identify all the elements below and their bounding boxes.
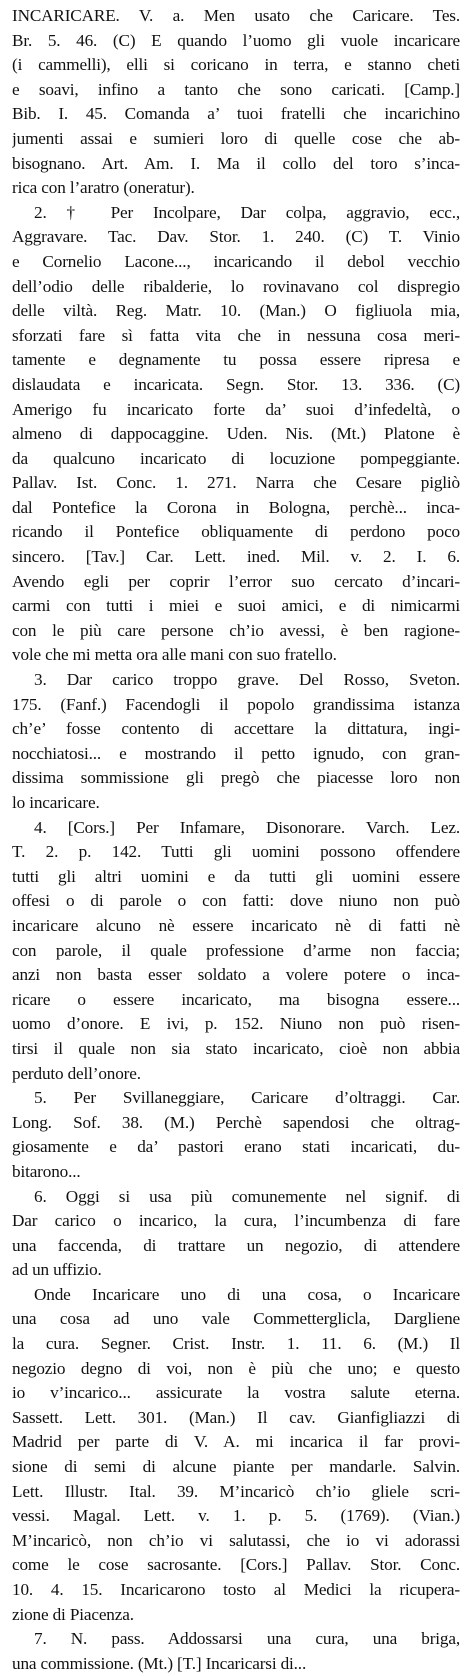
entry-line: bisognano. Art. Am. I. Ma il collo del toro s’inca- [12,153,460,173]
entry-line: perduto dell’onore. [12,1063,141,1083]
entry-line: ad un uffizio. [12,1260,102,1280]
entry-line: come le cose sacrosante. [Cors.] Pallav. Stor. Conc. [12,1555,460,1575]
entry-line: M’incaricò, non ch’io vi salutassi, che io vi adorassi [12,1530,460,1550]
entry-line: nocchiatosi... e mostrando il petto ignudo, con gran- [12,743,460,763]
entry-line: con parole, il quale professione d’arme non faccia; [12,940,460,960]
entry-line: sforzati fare sì fatta vita che in nessuna cosa meri- [12,325,460,345]
entry-line: offesi o di parole o con fatti: dove niuno non può [12,891,460,911]
entry-line: ricare o essere incaricato, ma bisogna essere... [12,989,460,1009]
entry-line: giosamente e da’ pastori erano stati incaricati, du- [12,1137,460,1157]
entry-line: 175. (Fanf.) Facendogli il popolo grandissima istanza [12,694,460,714]
entry-line: la cura. Segner. Crist. Instr. 1. 11. 6. (M.) Il [12,1334,460,1354]
entry-line: vessi. Magal. Lett. v. 1. p. 5. (1769). (Vian.) [12,1506,460,1526]
entry-line: uomo d’onore. E ivi, p. 152. Niuno non può risen- [12,1014,460,1034]
entry-line: jumenti assai e sumieri loro di quelle cose che ab- [12,128,460,148]
entry-line: vole che mi metta ora alle mani con suo fratello. [12,645,337,665]
entry-line: carmi con tutti i miei e suoi amici, e di nimicarmi [12,596,460,616]
entry-line: ch’e’ fosse contento di accettare la dittatura, ingi- [12,719,460,739]
entry-line: Pallav. Ist. Conc. 1. 271. Narra che Cesare pigliò [12,473,460,493]
entry-line: 4. [Cors.] Per Infamare, Disonorare. Varch. Lez. [34,817,460,837]
entry-line: incaricare alcuno nè essere incaricato nè di fatti nè [12,915,460,935]
entry-line: dal Pontefice la Corona in Bologna, perchè... inca- [12,497,460,517]
entry-line: dissima sommissione gli pregò che piacesse loro non [12,768,460,788]
entry-line: dislaudata e incaricata. Segn. Stor. 13. 336. (C) [12,374,460,394]
entry-line: T. 2. p. 142. Tutti gli uomini possono offendere [12,842,460,862]
entry-line: Aggravare. Tac. Dav. Stor. 1. 240. (C) T. Vinio [12,227,460,247]
entry-line: tamente e degnamente tu possa essere ripresa e [12,350,460,370]
entry-line: Lett. Illustr. Ital. 39. M’incaricò ch’io gliele scri- [12,1481,460,1501]
entry-line: una faccenda, di trattare un negozio, di attendere [12,1235,460,1255]
entry-line: Sassett. Lett. 301. (Man.) Il cav. Gianfigliazzi di [12,1407,460,1427]
entry-line: tutti gli altri uomini e da tutti gli uomini essere [12,866,460,886]
entry-line: anzi non basta esser soldato a volere potere o inca- [12,965,460,985]
entry-line: sincero. [Tav.] Car. Lett. ined. Mil. v. 2. I. 6. [12,547,460,567]
entry-line: negozio degno di voi, non è più che uno; e questo [12,1358,460,1378]
entry-line: delle viltà. Reg. Matr. 10. (Man.) O figliuola mia, [12,301,460,321]
entry-line: INCARICARE. V. a. Men usato che Caricare. Tes. [12,6,460,25]
entry-line: dell’odio delle ribalderie, lo rovinavano col dispregio [12,276,460,296]
entry-line: (i cammelli), elli si coricano in terra, e stanno cheti [12,55,460,75]
entry-line: Avendo egli per coprir l’error suo cercato d’incari- [12,571,460,591]
entry-line: 5. Per Svillaneggiare, Caricare d’oltraggi. Car. [34,1088,460,1108]
entry-line: io v’incarico... assicurate la vostra salute eterna. [12,1383,460,1403]
entry-line: ricando il Pontefice obliquamente di perdono poco [12,522,460,542]
entry-line: e Cornelio Lacone..., incaricando il debol vecchio [12,251,460,271]
entry-line: Dar carico o incarico, la cura, l’incumbenza di fare [12,1211,460,1231]
entry-line: Long. Sof. 38. (M.) Perchè sapendosi che oltrag- [12,1112,460,1132]
entry-line: 3. Dar carico troppo grave. Del Rosso, Sveton. [34,670,460,690]
entry-line: almeno di dappocaggine. Uden. Nis. (Mt.) Platone è [12,424,460,444]
entry-line: lo incaricare. [12,793,100,812]
entry-line: Bib. I. 45. Comanda a’ tuoi fratelli che incarichino [12,104,460,124]
entry-line: Amerigo fu incaricato forte da’ suoi d’infedeltà, o [12,399,460,419]
entry-line: da qualcuno incaricato di locuzione pompeggiante. [12,448,460,468]
entry-line: bitarono... [12,1161,81,1181]
entry-line: rica con l’aratro (oneratur). [12,178,195,198]
entry-line: Onde Incaricare uno di una cosa, o Incaricare [34,1284,460,1304]
entry-line: 10. 4. 15. Incaricarono tosto al Medici la ricupera- [12,1580,460,1599]
entry-line: sione di semi di alcune piante per mandarle. Salvin. [12,1457,460,1477]
entry-line: una cosa ad uno vale Commetterglicla, Dargliene [12,1309,460,1329]
entry-line: Br. 5. 46. (C) E quando l’uomo gli vuole incaricare [12,30,460,50]
entry-line: con le più care persone ch’io avessi, è ben ragione- [12,620,460,640]
entry-line: zione di Piacenza. [12,1604,134,1624]
entry-line: 2. † Per Incolpare, Dar colpa, aggravio, ecc., [34,202,460,222]
entry-line: 6. Oggi si usa più comunemente nel signif. di [34,1186,460,1206]
entry-line: una commissione. (Mt.) [T.] Incaricarsi di... [12,1653,307,1673]
entry-line: 7. N. pass. Addossarsi una cura, una briga, [34,1629,460,1649]
entry-line: Madrid per parte di V. A. mi incarica il far provi- [12,1432,460,1452]
entry-line: tirsi il quale non sia stato incaricato, cioè non abbia [12,1038,460,1058]
entry-line: e soavi, infino a tanto che sono caricati. [Camp.] [12,79,460,99]
